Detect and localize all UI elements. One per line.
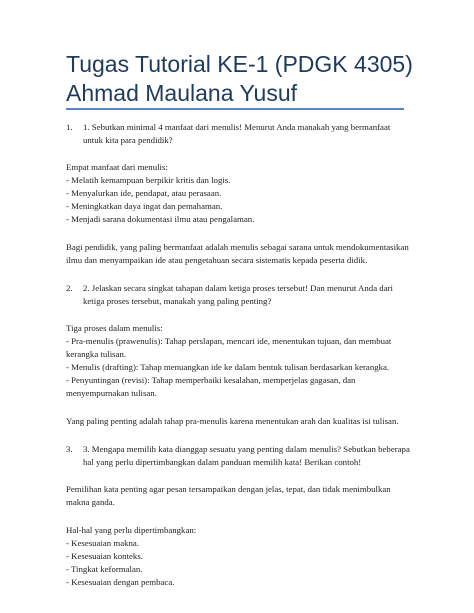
answer-line: Tiga proses dalam menulis: [66,323,163,333]
question-number: 2. [66,283,73,293]
question-text: 2. Jelaskan secara singkat tahapan dalam ketiga proses tersebut! Dan menurut Anda dari ketiga proses tersebut, manakah yang paling penting? [83,283,393,306]
answer-line: - Melatih kemampuan berpikir kritis dan logis. [66,175,231,185]
question-number: 3. [66,444,73,454]
answer-line: Yang paling penting adalah tahap pra-menulis karena menentukan arah dan kualitas isi tulisan. [66,416,399,426]
question-3 [66,443,411,469]
answer-line: Hal-hal yang perlu dipertimbangkan: [66,525,197,535]
answer-line: - Kesesuaian makna. [66,538,140,548]
answer-line: Bagi pendidik, yang paling bermanfaat adalah menulis sebagai sarana untuk mendokumentasikan ilmu dan menyampaikan ide atau pengetahuan secara sistematis kepada peserta didik. [66,242,409,265]
answer-line: - Kesesuaian dengan pembaca. [66,577,175,587]
document-title: Tugas Tutorial KE-1 (PDGK 4305) Ahmad Maulana Yusuf [66,51,413,106]
question-2 [66,282,411,308]
answer-2-processes [66,322,411,400]
question-text: 1. Sebutkan minimal 4 manfaat dari menulis! Menurut Anda manakah yang bermanfaat untuk kita para pendidik? [83,122,391,145]
answer-line: - Menyalurkan ide, pendapat, atau perasaan. [66,188,222,198]
question-text: 3. Mengapa memilih kata dianggap sesuatu yang penting dalam menulis? Sebutkan beberapa hal yang perlu dipertimbangkan dalam panduan memilih kata! Berikan contoh! [83,444,410,467]
answer-3-reason [66,483,411,509]
question-1 [66,121,411,147]
document-body [66,121,411,604]
answer-line: - Pra-menulis (prawenulis): Tahap perslapan, mencari ide, menentukan tujuan, dan membuat kerangka tulisan. [66,336,392,359]
answer-line: - Penyuntingan (revisi): Tahap memperbaiki kesalahan, memperjelas gagasan, dan menyempurnakan tulisan. [66,375,356,398]
answer-3-considerations [66,524,411,589]
answer-line: - Menulis (drafting): Tahap menuangkan ide ke dalam bentuk tulisan berdasarkan kerangka. [66,362,390,372]
answer-line: Pemilihan kata penting agar pesan tersampaikan dengan jelas, tepat, dan tidak menimbulkan makna ganda. [66,484,391,507]
answer-1-benefits [66,161,411,226]
title-underline [66,108,404,110]
answer-line: - Menjadi sarana dokumentasi ilmu atau pengalaman. [66,214,255,224]
answer-line: Empat manfaat dari menulis: [66,162,168,172]
question-number: 1. [66,122,73,132]
answer-1-conclusion [66,241,411,267]
answer-line: - Tingkat keformalan. [66,564,143,574]
answer-line: - Kesesuaian konteks. [66,551,143,561]
answer-line: - Meningkatkan daya ingat dan pemahaman. [66,201,223,211]
answer-2-conclusion [66,415,411,428]
